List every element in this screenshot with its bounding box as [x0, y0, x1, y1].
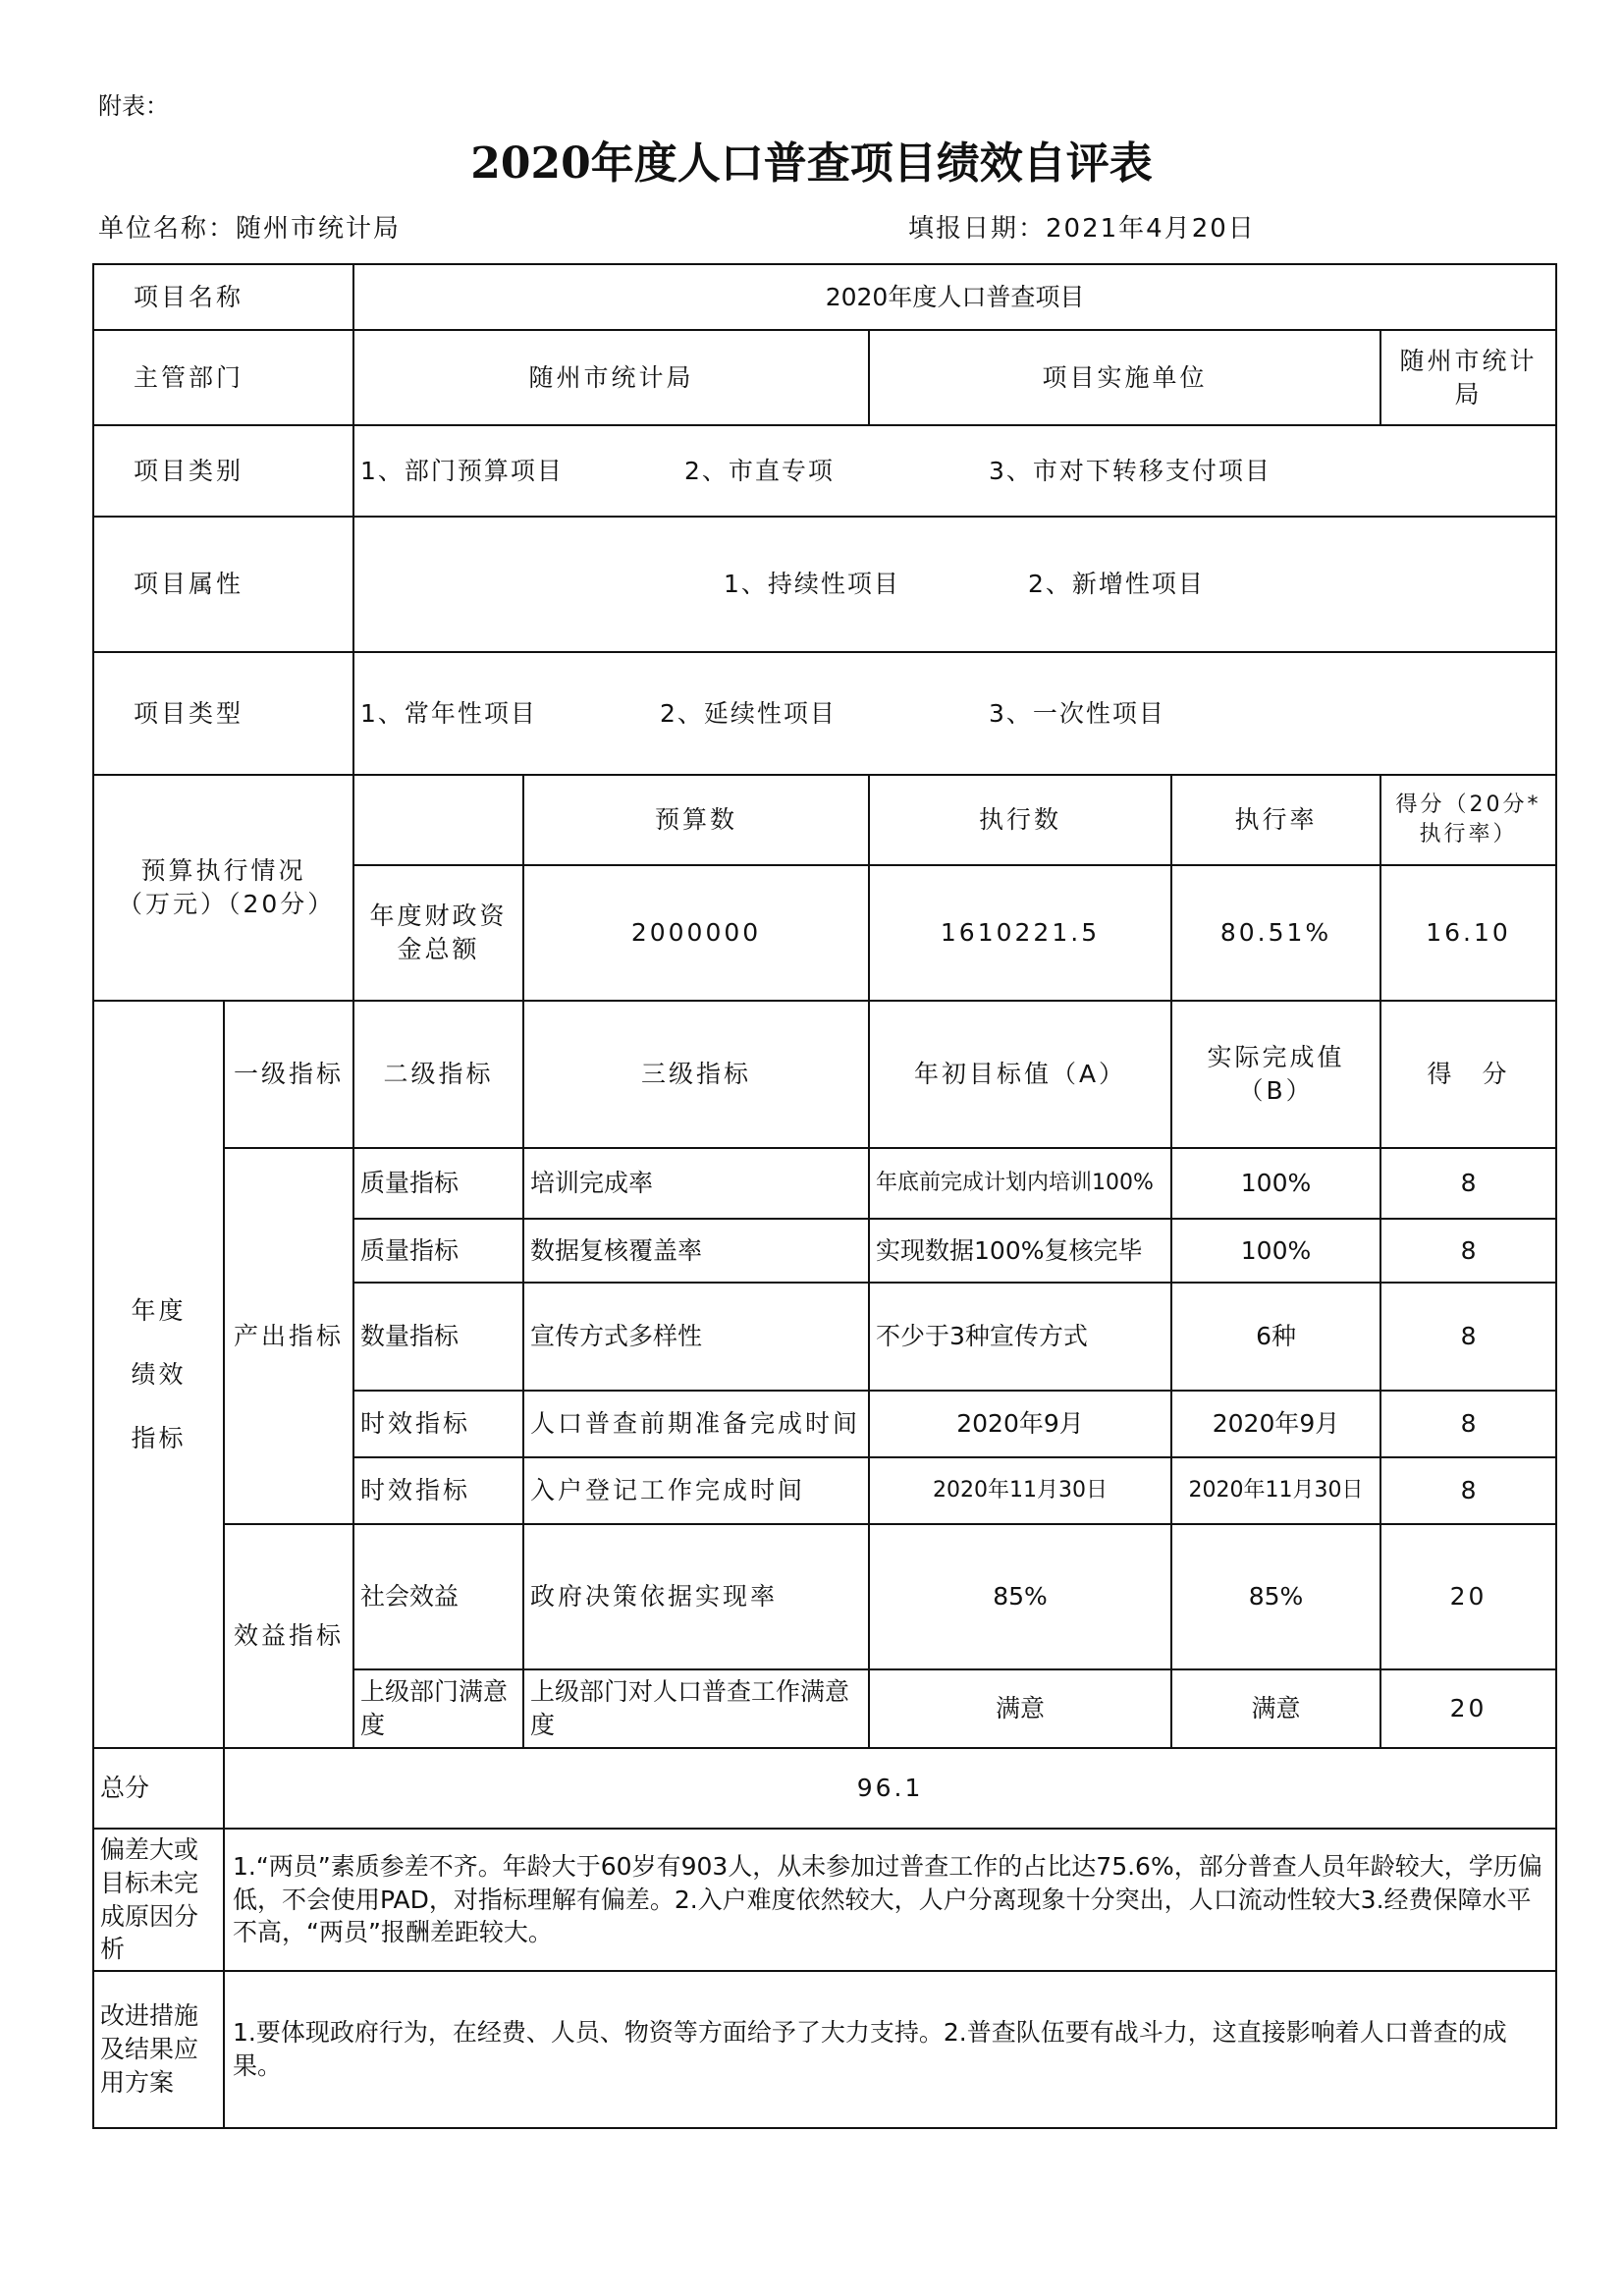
deviation-label: 偏差大或目标未完成原因分析 [93, 1829, 224, 1971]
improvement-row [93, 1971, 1556, 2128]
benefit-1-level2: 社会效益 [353, 1524, 523, 1669]
total-label: 总分 [93, 1748, 224, 1829]
attribute-option-2: 2、新增性项目 [1028, 570, 1205, 599]
output-3-target: 不少于3种宣传方式 [869, 1283, 1171, 1391]
benefit-2-actual: 满意 [1171, 1669, 1380, 1748]
header-actual: 实际完成值（B） [1171, 1001, 1380, 1148]
output-2-target: 实现数据100%复核完毕 [869, 1219, 1171, 1283]
annual-performance-label: 年度绩效指标 [93, 1001, 224, 1748]
budget-blank-cell [353, 775, 523, 865]
fill-date: 填报日期：2021年4月20日 [908, 214, 1256, 244]
header-level2: 二级指标 [353, 1001, 523, 1148]
output-5-target: 2020年11月30日 [869, 1457, 1171, 1524]
improvement-text: 1.要体现政府行为，在经费、人员、物资等方面给予了大力支持。2.普查队伍要有战斗力，这直接影响着人口普查的成果。 [224, 1971, 1556, 2128]
category-label: 项目类别 [93, 425, 353, 517]
benefit-1-target: 85% [869, 1524, 1171, 1669]
budget-executed-value: 1610221.5 [869, 865, 1171, 1001]
improvement-label: 改进措施及结果应用方案 [93, 1971, 224, 2128]
impl-unit-label: 项目实施单位 [869, 330, 1380, 425]
header-target: 年初目标值（A） [869, 1001, 1171, 1148]
benefit-1-level3: 政府决策依据实现率 [523, 1524, 869, 1669]
benefit-2-target: 满意 [869, 1669, 1171, 1748]
evaluation-table [92, 263, 1557, 2129]
output-1-actual: 100% [1171, 1148, 1380, 1219]
category-option-3: 3、市对下转移支付项目 [989, 456, 1271, 485]
attachment-label: 附表： [98, 92, 169, 120]
dept-label: 主管部门 [93, 330, 353, 425]
output-4-actual: 2020年9月 [1171, 1391, 1380, 1457]
header-level1: 一级指标 [224, 1001, 353, 1148]
output-3-score: 8 [1380, 1283, 1556, 1391]
project-name-label: 项目名称 [93, 264, 353, 330]
output-5-actual: 2020年11月30日 [1171, 1457, 1380, 1524]
output-1-score: 8 [1380, 1148, 1556, 1219]
attribute-options [353, 517, 1556, 652]
header-level3: 三级指标 [523, 1001, 869, 1148]
project-name-row [93, 264, 1556, 330]
category-option-2: 2、市直专项 [684, 456, 835, 485]
performance-header-row [93, 1001, 1556, 1148]
deviation-row [93, 1829, 1556, 1971]
budget-header-score: 得分（20分*执行率） [1380, 775, 1556, 865]
output-2-level2: 质量指标 [353, 1219, 523, 1283]
output-3-level3: 宣传方式多样性 [523, 1283, 869, 1391]
output-4-score: 8 [1380, 1391, 1556, 1457]
budget-score-value: 16.10 [1380, 865, 1556, 1001]
benefit-2-level3: 上级部门对人口普查工作满意度 [523, 1669, 869, 1748]
budget-row-label: 年度财政资金总额 [353, 865, 523, 1001]
project-name-value: 2020年度人口普查项目 [353, 264, 1556, 330]
category-row [93, 425, 1556, 517]
output-row-1 [93, 1148, 1556, 1219]
category-options [353, 425, 1556, 517]
budget-header-executed: 执行数 [869, 775, 1171, 865]
output-5-level3: 入户登记工作完成时间 [523, 1457, 869, 1524]
total-value: 96.1 [224, 1748, 1556, 1829]
type-option-3: 3、一次性项目 [989, 698, 1165, 728]
output-3-actual: 6种 [1171, 1283, 1380, 1391]
deviation-text: 1.“两员”素质参差不齐。年龄大于60岁有903人，从未参加过普查工作的占比达75.6%，部分普查人员年龄较大，学历偏低，不会使用PAD，对指标理解有偏差。2.入户难度依然较大，人户分离现象十分突出，人口流动性较大3.经费保障水平不高，“两员”报酬差距较大。 [224, 1829, 1556, 1971]
type-row [93, 652, 1556, 775]
budget-rate-value: 80.51% [1171, 865, 1380, 1001]
attribute-label: 项目属性 [93, 517, 353, 652]
output-5-level2: 时效指标 [353, 1457, 523, 1524]
benefit-2-level2: 上级部门满意度 [353, 1669, 523, 1748]
page-title: 2020年度人口普查项目绩效自评表 [470, 138, 1153, 189]
type-label: 项目类型 [93, 652, 353, 775]
output-3-level2: 数量指标 [353, 1283, 523, 1391]
output-indicator-label: 产出指标 [224, 1148, 353, 1524]
benefit-row-1 [93, 1524, 1556, 1669]
benefit-2-score: 20 [1380, 1669, 1556, 1748]
budget-header-rate: 执行率 [1171, 775, 1380, 865]
attribute-row [93, 517, 1556, 652]
type-option-1: 1、常年性项目 [360, 698, 537, 728]
budget-header-row [93, 775, 1556, 865]
output-1-level2: 质量指标 [353, 1148, 523, 1219]
impl-unit-value: 随州市统计局 [1380, 330, 1556, 425]
output-2-score: 8 [1380, 1219, 1556, 1283]
output-1-target: 年底前完成计划内培训100% [869, 1148, 1171, 1219]
budget-planned-value: 2000000 [523, 865, 869, 1001]
output-2-actual: 100% [1171, 1219, 1380, 1283]
output-4-level3: 人口普查前期准备完成时间 [523, 1391, 869, 1457]
department-row [93, 330, 1556, 425]
attribute-option-1: 1、持续性项目 [724, 570, 900, 599]
output-2-level3: 数据复核覆盖率 [523, 1219, 869, 1283]
output-1-level3: 培训完成率 [523, 1148, 869, 1219]
dept-value: 随州市统计局 [353, 330, 869, 425]
benefit-1-score: 20 [1380, 1524, 1556, 1669]
output-5-score: 8 [1380, 1457, 1556, 1524]
total-row [93, 1748, 1556, 1829]
type-option-2: 2、延续性项目 [660, 698, 837, 728]
output-4-target: 2020年9月 [869, 1391, 1171, 1457]
benefit-indicator-label: 效益指标 [224, 1524, 353, 1748]
budget-header-planned: 预算数 [523, 775, 869, 865]
benefit-1-actual: 85% [1171, 1524, 1380, 1669]
output-4-level2: 时效指标 [353, 1391, 523, 1457]
header-score: 得 分 [1380, 1001, 1556, 1148]
unit-name: 单位名称：随州市统计局 [98, 214, 402, 244]
category-option-1: 1、部门预算项目 [360, 456, 564, 485]
budget-label: 预算执行情况（万元）（20分） [93, 775, 353, 1001]
type-options [353, 652, 1556, 775]
